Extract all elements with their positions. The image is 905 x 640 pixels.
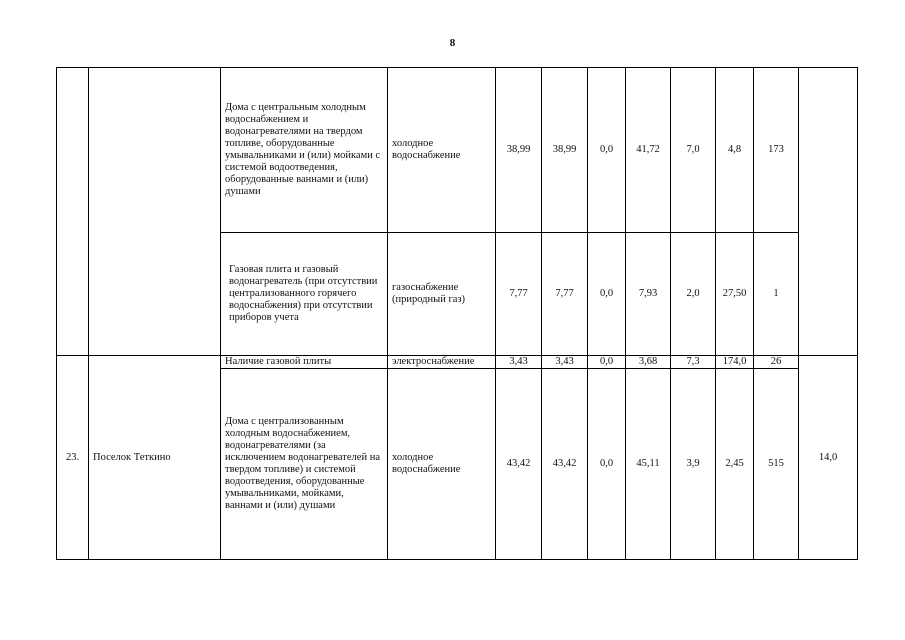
description-cell: Дома с центральным холодным водоснабжением и водонагревателями на твердом топливе, оборудованные умывальниками и (или) мойками с системой водоотведения, оборудованные ваннами и (или) душами bbox=[221, 68, 388, 233]
row-index: 23. bbox=[57, 356, 89, 560]
value-cell: 3,43 bbox=[542, 356, 588, 369]
index-cell-empty bbox=[57, 68, 89, 356]
tariff-table bbox=[56, 67, 858, 560]
value-cell: 4,8 bbox=[716, 68, 754, 233]
value-cell: 45,11 bbox=[626, 369, 671, 560]
service-cell: холодное водоснабжение bbox=[388, 369, 496, 560]
value-cell: 7,3 bbox=[671, 356, 716, 369]
value-cell: 0,0 bbox=[588, 356, 626, 369]
value-cell: 0,0 bbox=[588, 233, 626, 356]
description-cell: Наличие газовой плиты bbox=[221, 356, 388, 369]
value-cell: 43,42 bbox=[496, 369, 542, 560]
value-cell: 174,0 bbox=[716, 356, 754, 369]
value-cell: 26 bbox=[754, 356, 799, 369]
description-cell: Дома с централизованным холодным водоснабжением, водонагревателями (за исключением водонагревателей на твердом топливе) и системой водоотведения, оборудованные умывальниками, мойками, ваннами и (или) душами bbox=[221, 369, 388, 560]
value-cell: 7,0 bbox=[671, 68, 716, 233]
value-cell: 173 bbox=[754, 68, 799, 233]
value-cell: 7,93 bbox=[626, 233, 671, 356]
value-cell: 27,50 bbox=[716, 233, 754, 356]
table-row bbox=[57, 356, 858, 369]
service-cell: электроснабжение bbox=[388, 356, 496, 369]
value-cell: 3,43 bbox=[496, 356, 542, 369]
value-cell: 38,99 bbox=[542, 68, 588, 233]
service-cell: газоснабжение (природный газ) bbox=[388, 233, 496, 356]
value-cell: 3,9 bbox=[671, 369, 716, 560]
value-cell: 0,0 bbox=[588, 369, 626, 560]
service-cell: холодное водоснабжение bbox=[388, 68, 496, 233]
total-cell-empty bbox=[799, 68, 858, 356]
value-cell: 2,0 bbox=[671, 233, 716, 356]
value-cell: 1 bbox=[754, 233, 799, 356]
settlement-name: Поселок Теткино bbox=[89, 356, 221, 560]
description-cell: Газовая плита и газовый водонагреватель (при отсутствии централизованного горячего водоснабжения) при отсутствии приборов учета bbox=[221, 233, 388, 356]
value-cell: 515 bbox=[754, 369, 799, 560]
value-cell: 2,45 bbox=[716, 369, 754, 560]
value-cell: 43,42 bbox=[542, 369, 588, 560]
settlement-cell-empty bbox=[89, 68, 221, 356]
value-cell: 38,99 bbox=[496, 68, 542, 233]
total-cell: 14,0 bbox=[799, 356, 858, 560]
page-number: 8 bbox=[449, 37, 456, 49]
table-row bbox=[57, 68, 858, 233]
value-cell: 0,0 bbox=[588, 68, 626, 233]
value-cell: 41,72 bbox=[626, 68, 671, 233]
value-cell: 3,68 bbox=[626, 356, 671, 369]
value-cell: 7,77 bbox=[496, 233, 542, 356]
value-cell: 7,77 bbox=[542, 233, 588, 356]
